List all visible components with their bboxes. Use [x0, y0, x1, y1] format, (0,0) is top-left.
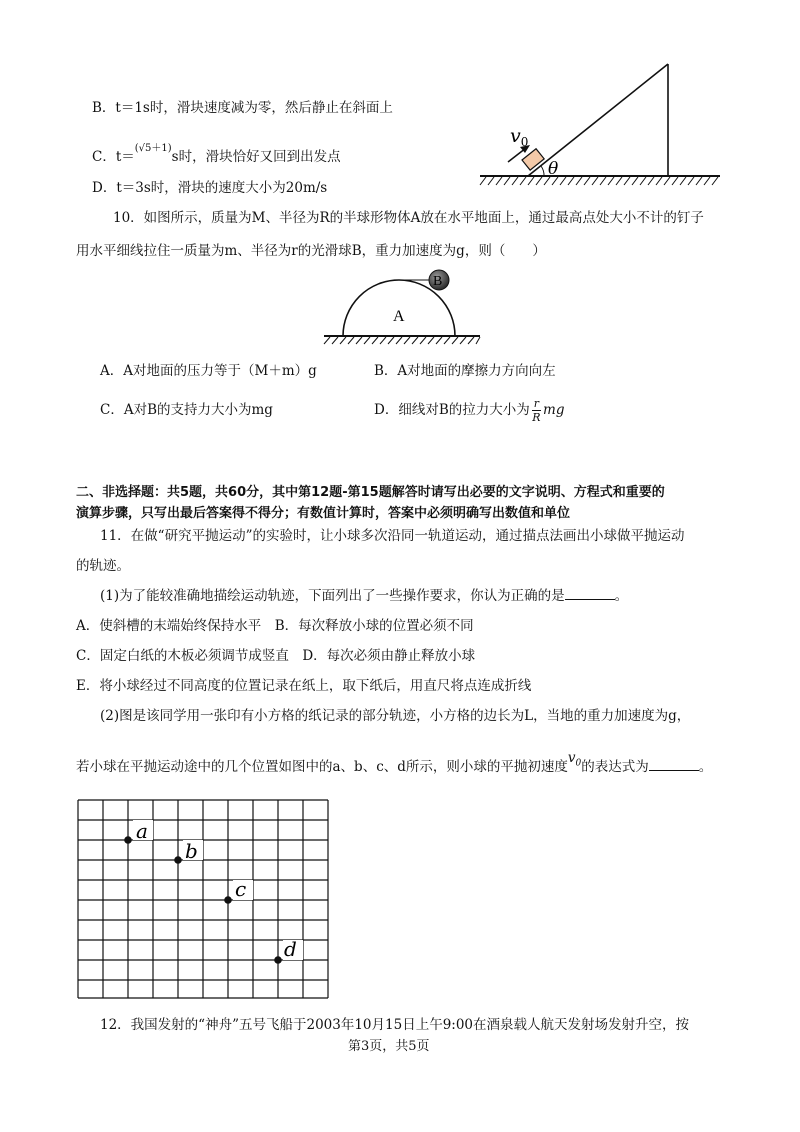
q9-option-d: D．t＝3s时，滑块的速度大小为20m/s — [92, 180, 328, 196]
answer-blank-2[interactable] — [649, 758, 699, 771]
label-b: b — [185, 839, 198, 863]
point-c — [224, 896, 232, 904]
q11-option-e: E．将小球经过不同高度的位置记录在纸上，取下纸后，用直尺将点连成折线 — [76, 678, 532, 694]
q9-option-c-prefix: C．t＝ — [92, 149, 135, 165]
q11-part2-cont — [76, 750, 713, 782]
point-b — [174, 856, 182, 864]
section2-heading-line2: 演算步骤，只写出最后答案得不得分；有数值计算时，答案中必须明确写出数值和单位 — [76, 506, 571, 521]
q11-part2-text: 若小球在平抛运动途中的几个位置如图中的a、b、c、d所示，则小球的平抛初速度 — [76, 759, 568, 775]
hemisphere-figure — [322, 268, 482, 348]
q11-part1-text: (1)为了能较准确地描绘运动轨迹，下面列出了一些操作要求，你认为正确的是 — [100, 588, 565, 604]
incline-figure — [480, 58, 720, 188]
q10-stem-line1: 10．如图所示，质量为M、半径为R的半球形物体A放在水平地面上，通过最高点处大小不计的钉子 — [113, 210, 704, 226]
hemisphere-a-label: A — [393, 308, 405, 325]
q10-option-c: C．A对B的支持力大小为mg — [100, 402, 273, 418]
angle-arc — [541, 166, 544, 176]
q10-option-d-suffix: mg — [543, 402, 565, 418]
q10-option-d-prefix: D．细线对B的拉力大小为 — [374, 402, 530, 418]
q11-options-cd: C．固定白纸的木板必须调节成竖直 D．每次必须由静止释放小球 — [76, 648, 476, 664]
q11-part2: (2)图是该同学用一张印有小方格的纸记录的部分轨迹，小方格的边长为L，当地的重力加速度为g， — [100, 708, 691, 724]
q12-stem: 12．我国发射的“神舟”五号飞船于2003年10月15日上午9:00在酒泉载人航天发射场发射升空，按 — [100, 1017, 690, 1033]
point-a — [124, 836, 132, 844]
answer-blank-1[interactable] — [565, 587, 615, 600]
q11-part1 — [100, 587, 628, 605]
q9-option-b: B．t＝1s时，滑块速度减为零，然后静止在斜面上 — [92, 100, 393, 116]
v0-label: $v_0$ — [510, 125, 529, 149]
fraction-denominator: R — [532, 411, 541, 424]
label-d: d — [284, 937, 297, 961]
q11-part1-end: 。 — [614, 588, 629, 604]
point-d — [274, 956, 282, 964]
fraction-r-over-r — [532, 397, 541, 424]
q9-option-c-expr: (√5＋1) — [134, 143, 172, 154]
q9-option-c — [92, 140, 341, 166]
theta-label: θ — [548, 159, 559, 179]
ball-b-label: B — [433, 274, 443, 289]
label-a: a — [136, 819, 148, 843]
fraction-numerator: r — [533, 397, 540, 410]
q11-stem-line2: 的轨迹。 — [76, 558, 130, 574]
q10-stem-line2: 用水平细线拉住一质量为m、半径为r的光滑球B，重力加速度为g，则（ ） — [76, 243, 546, 259]
q11-stem-line1: 11．在做“研究平抛运动”的实验时，让小球多次沿同一轨道运动，通过描点法画出小球做平抛运动 — [100, 528, 685, 544]
q9-option-c-suffix: s时，滑块恰好又回到出发点 — [171, 149, 341, 165]
q10-option-d — [374, 394, 564, 426]
q11-options-ab: A．使斜槽的末端始终保持水平 B．每次释放小球的位置必须不同 — [76, 618, 474, 634]
q11-part2-end: 。 — [698, 759, 713, 775]
q11-part2-tail: 的表达式为 — [581, 759, 649, 775]
v0-symbol: $v_0$ — [567, 750, 582, 769]
q10-option-b: B．A对地面的摩擦力方向向左 — [374, 363, 556, 379]
section2-heading-line1: 二、非选择题：共5题，共60分，其中第12题-第15题解答时请写出必要的文字说明、方程式和重要的 — [76, 485, 665, 500]
trajectory-grid — [78, 800, 330, 1000]
label-c: c — [235, 877, 247, 901]
page-footer: 第3页，共5页 — [348, 1039, 430, 1054]
q10-option-a: A．A对地面的压力等于（M＋m）g — [100, 363, 317, 379]
